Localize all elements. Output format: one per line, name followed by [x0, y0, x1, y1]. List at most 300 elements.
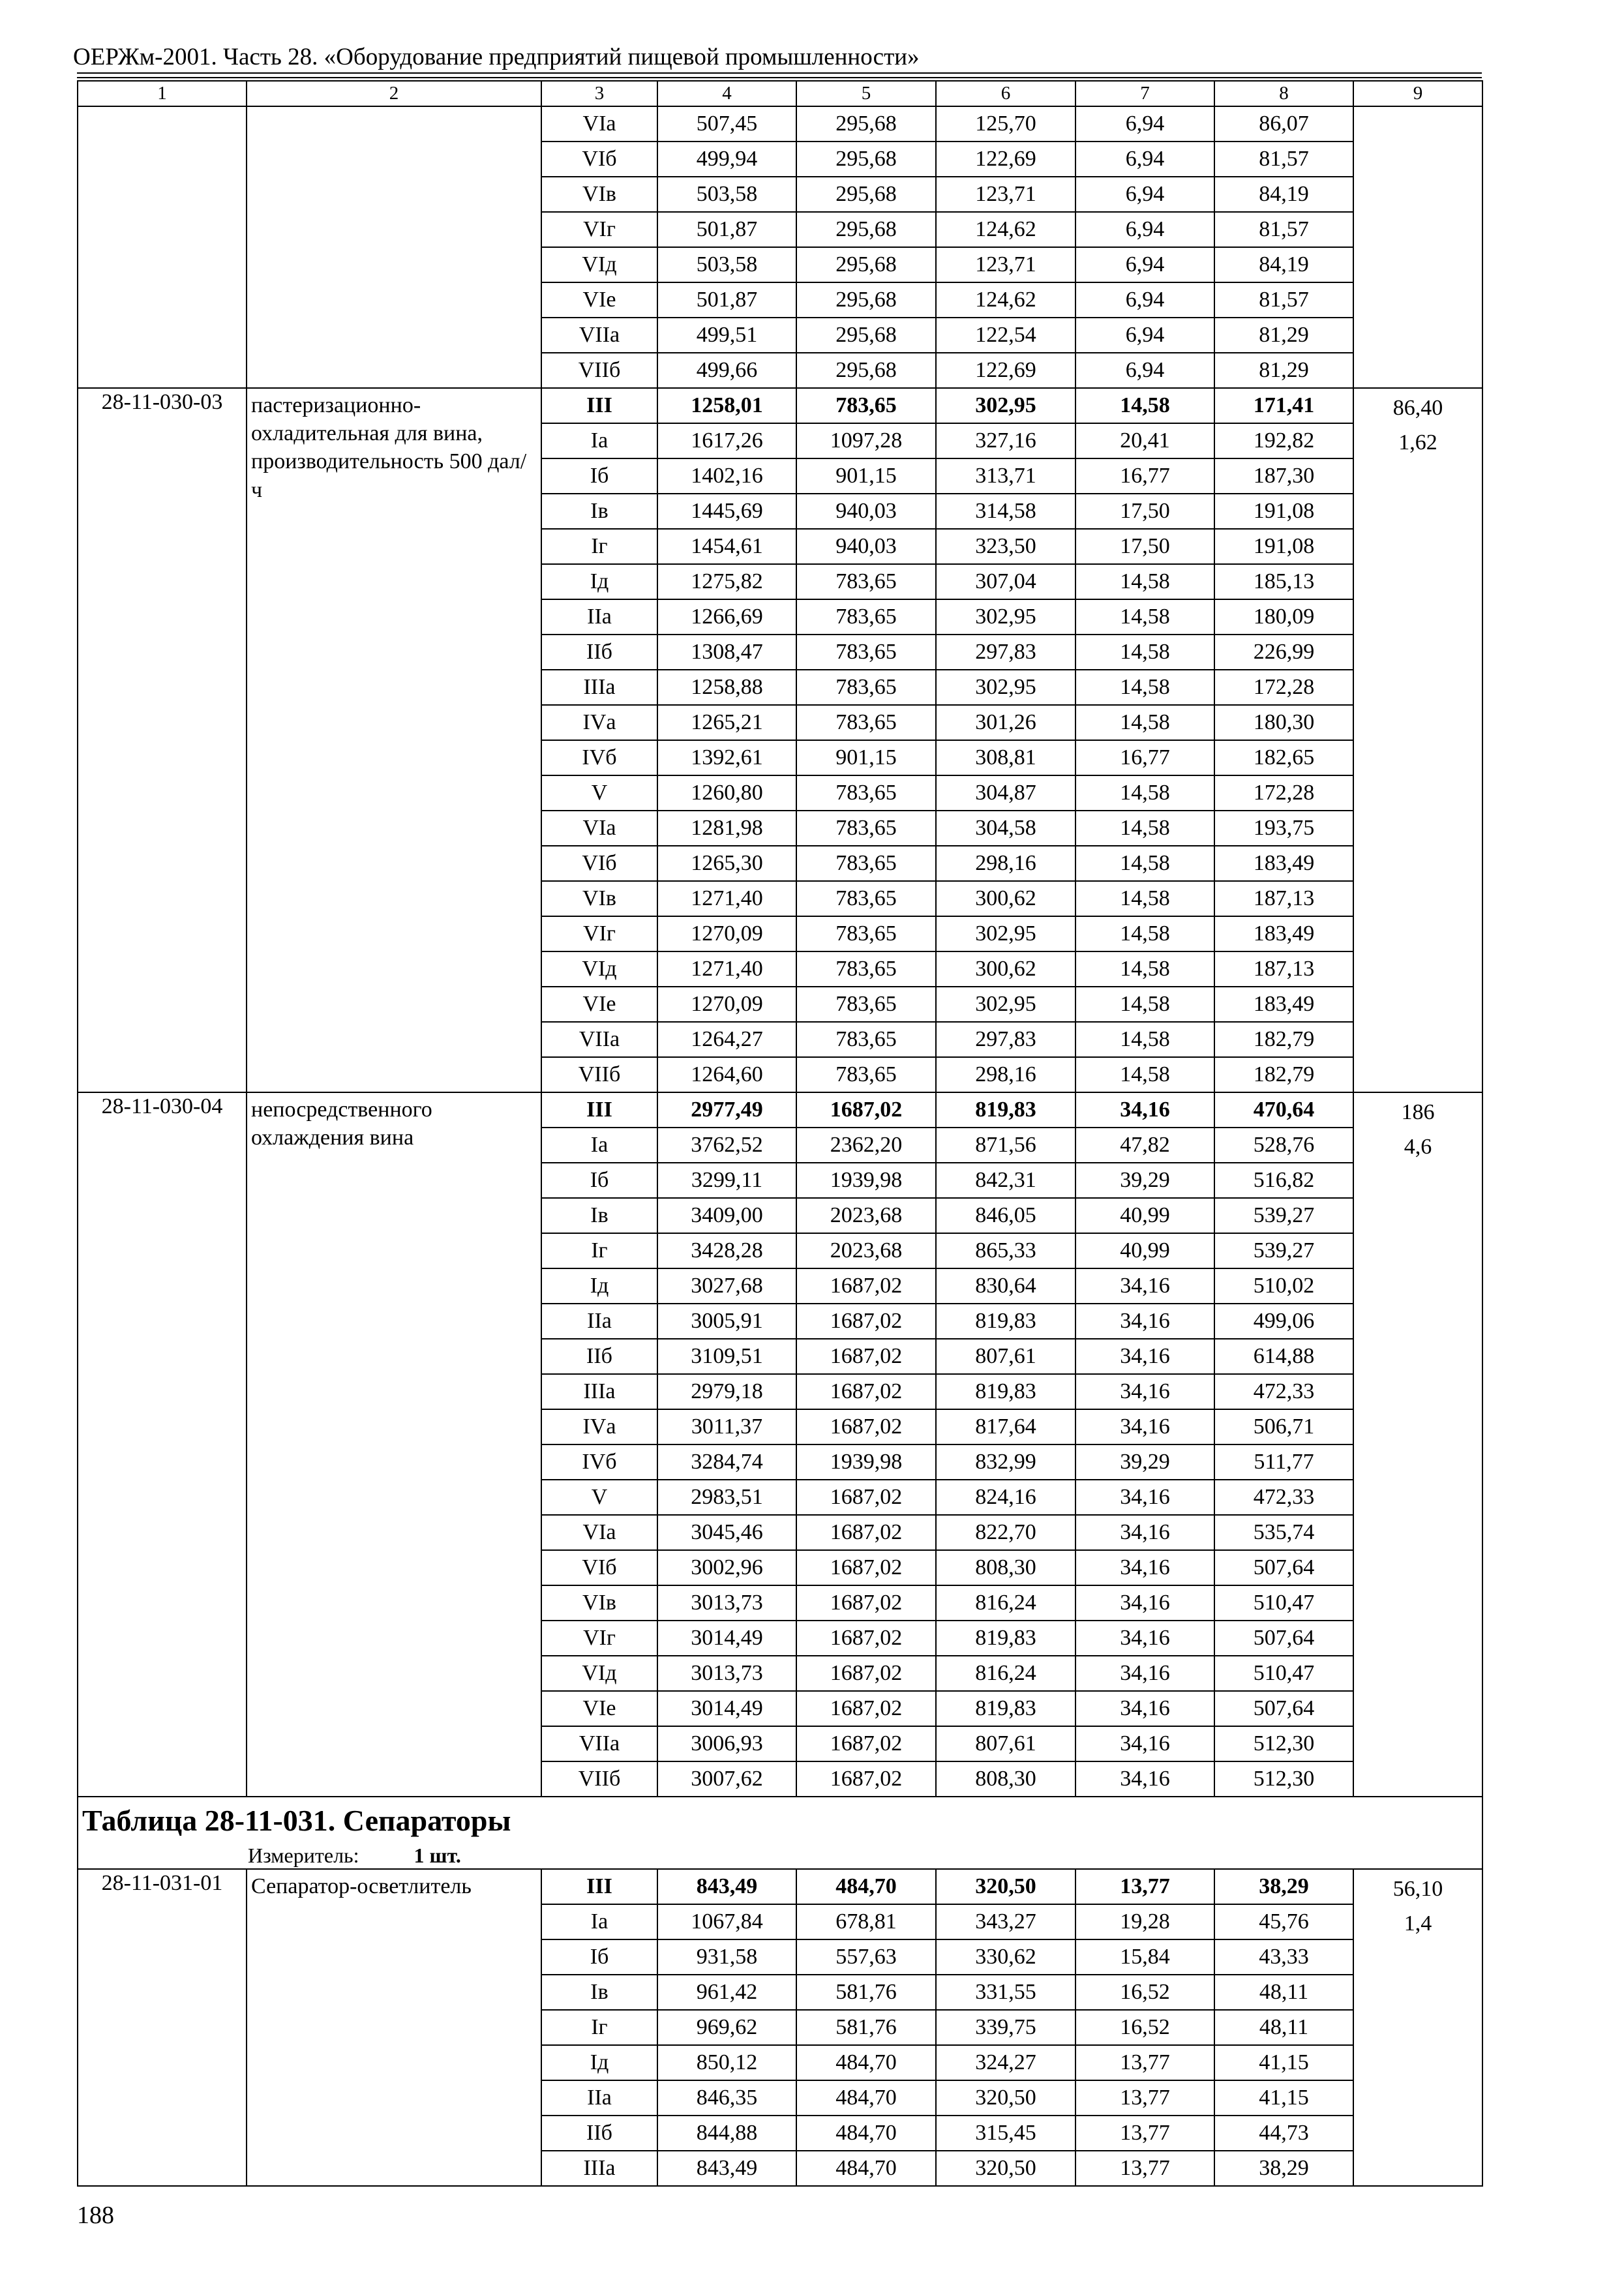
value-cell: 304,87 — [936, 775, 1075, 811]
region-code: Iд — [541, 1268, 657, 1304]
value-cell: 865,33 — [936, 1233, 1075, 1268]
value-cell: 484,70 — [796, 2080, 936, 2116]
value-cell: 1266,69 — [657, 599, 796, 635]
value-cell: 34,16 — [1075, 1515, 1214, 1550]
value-cell: 581,76 — [796, 2010, 936, 2045]
section-measure — [82, 1845, 1478, 1866]
value-cell: 187,30 — [1214, 458, 1353, 494]
value-cell: 832,99 — [936, 1444, 1075, 1480]
value-cell: 507,64 — [1214, 1550, 1353, 1585]
value-cell: 528,76 — [1214, 1128, 1353, 1163]
value-cell: 1265,21 — [657, 705, 796, 740]
value-cell: 808,30 — [936, 1550, 1075, 1585]
region-code: Iб — [541, 1163, 657, 1198]
value-cell: 295,68 — [796, 318, 936, 353]
value-cell: 470,64 — [1214, 1092, 1353, 1128]
value-cell: 819,83 — [936, 1304, 1075, 1339]
region-code: Iг — [541, 1233, 657, 1268]
value-cell: 297,83 — [936, 1022, 1075, 1057]
equipment-name: непосредственного охлаждения вина — [247, 1092, 541, 1797]
value-cell: 511,77 — [1214, 1444, 1353, 1480]
extra-value: 1,62 — [1398, 430, 1437, 455]
value-cell: 302,95 — [936, 388, 1075, 423]
region-code: VIе — [541, 987, 657, 1022]
value-cell: 581,76 — [796, 1975, 936, 2010]
value-cell: 969,62 — [657, 2010, 796, 2045]
header-rule — [77, 77, 1482, 78]
rate-code: 28-11-030-03 — [78, 388, 247, 1092]
value-cell: 43,33 — [1214, 1939, 1353, 1975]
value-cell: 41,15 — [1214, 2080, 1353, 2116]
region-code: Iв — [541, 1198, 657, 1233]
value-cell: 807,61 — [936, 1339, 1075, 1374]
value-cell: 6,94 — [1075, 353, 1214, 388]
value-cell: 2979,18 — [657, 1374, 796, 1409]
value-cell: 1445,69 — [657, 494, 796, 529]
value-cell: 503,58 — [657, 177, 796, 212]
value-cell: 13,77 — [1075, 2151, 1214, 2186]
extra-value: 1,4 — [1404, 1911, 1432, 1936]
value-cell: 16,52 — [1075, 2010, 1214, 2045]
value-cell: 2977,49 — [657, 1092, 796, 1128]
value-cell: 484,70 — [796, 2116, 936, 2151]
value-cell: 1939,98 — [796, 1444, 936, 1480]
value-cell: 14,58 — [1075, 881, 1214, 916]
value-cell: 507,64 — [1214, 1621, 1353, 1656]
value-cell: 783,65 — [796, 951, 936, 987]
value-cell: 122,69 — [936, 353, 1075, 388]
section-header — [78, 1797, 1482, 1869]
value-cell: 300,62 — [936, 951, 1075, 987]
value-cell: 343,27 — [936, 1904, 1075, 1939]
value-cell: 339,75 — [936, 2010, 1075, 2045]
value-cell: 295,68 — [796, 212, 936, 247]
value-cell: 48,11 — [1214, 2010, 1353, 2045]
value-cell: 819,83 — [936, 1374, 1075, 1409]
region-code: III — [541, 1869, 657, 1904]
value-cell: 84,19 — [1214, 177, 1353, 212]
value-cell: 1939,98 — [796, 1163, 936, 1198]
region-code: Iа — [541, 1128, 657, 1163]
column-number: 3 — [541, 81, 657, 106]
region-code: Iд — [541, 2045, 657, 2080]
value-cell: 123,71 — [936, 247, 1075, 282]
value-cell: 191,08 — [1214, 529, 1353, 564]
value-cell: 320,50 — [936, 1869, 1075, 1904]
value-cell: 1097,28 — [796, 423, 936, 458]
value-cell: 45,76 — [1214, 1904, 1353, 1939]
value-cell: 20,41 — [1075, 423, 1214, 458]
region-code: VIа — [541, 1515, 657, 1550]
value-cell: 302,95 — [936, 987, 1075, 1022]
value-cell: 3762,52 — [657, 1128, 796, 1163]
region-code: VIIб — [541, 1761, 657, 1797]
value-cell: 183,49 — [1214, 846, 1353, 881]
value-cell: 13,77 — [1075, 2116, 1214, 2151]
value-cell: 824,16 — [936, 1480, 1075, 1515]
value-cell: 17,50 — [1075, 494, 1214, 529]
region-code: VIIа — [541, 1726, 657, 1761]
value-cell: 14,58 — [1075, 1057, 1214, 1092]
value-cell: 6,94 — [1075, 212, 1214, 247]
value-cell: 1402,16 — [657, 458, 796, 494]
value-cell: 3409,00 — [657, 1198, 796, 1233]
value-cell: 1687,02 — [796, 1339, 936, 1374]
value-cell: 1687,02 — [796, 1585, 936, 1621]
column-number: 7 — [1075, 81, 1214, 106]
region-code: IVб — [541, 1444, 657, 1480]
column-number: 8 — [1214, 81, 1353, 106]
value-cell: 3007,62 — [657, 1761, 796, 1797]
region-code: IIIа — [541, 2151, 657, 2186]
value-cell: 3045,46 — [657, 1515, 796, 1550]
value-cell: 846,05 — [936, 1198, 1075, 1233]
value-cell: 512,30 — [1214, 1726, 1353, 1761]
value-cell: 1687,02 — [796, 1092, 936, 1128]
value-cell: 499,06 — [1214, 1304, 1353, 1339]
region-code: VIд — [541, 951, 657, 987]
value-cell: 844,88 — [657, 2116, 796, 2151]
value-cell: 124,62 — [936, 282, 1075, 318]
value-cell: 842,31 — [936, 1163, 1075, 1198]
value-cell: 783,65 — [796, 670, 936, 705]
value-cell: 1270,09 — [657, 916, 796, 951]
value-cell: 499,94 — [657, 142, 796, 177]
value-cell: 44,73 — [1214, 2116, 1353, 2151]
region-code: Iв — [541, 1975, 657, 2010]
value-cell: 1617,26 — [657, 423, 796, 458]
value-cell: 3027,68 — [657, 1268, 796, 1304]
value-cell: 472,33 — [1214, 1480, 1353, 1515]
value-cell: 3013,73 — [657, 1585, 796, 1621]
value-cell: 1275,82 — [657, 564, 796, 599]
value-cell: 172,28 — [1214, 775, 1353, 811]
value-cell: 512,30 — [1214, 1761, 1353, 1797]
value-cell: 304,58 — [936, 811, 1075, 846]
region-code: VIг — [541, 1621, 657, 1656]
value-cell: 313,71 — [936, 458, 1075, 494]
value-cell: 13,77 — [1075, 2045, 1214, 2080]
value-cell: 330,62 — [936, 1939, 1075, 1975]
table-row — [78, 106, 1482, 142]
value-cell: 295,68 — [796, 106, 936, 142]
region-code: VIг — [541, 916, 657, 951]
value-cell: 2023,68 — [796, 1198, 936, 1233]
value-cell: 3284,74 — [657, 1444, 796, 1480]
region-code: VIг — [541, 212, 657, 247]
value-cell: 183,49 — [1214, 916, 1353, 951]
value-cell: 507,64 — [1214, 1691, 1353, 1726]
value-cell: 125,70 — [936, 106, 1075, 142]
value-cell: 34,16 — [1075, 1339, 1214, 1374]
value-cell: 783,65 — [796, 881, 936, 916]
column-number-row — [78, 81, 1482, 106]
value-cell: 1264,27 — [657, 1022, 796, 1057]
value-cell: 122,54 — [936, 318, 1075, 353]
value-cell: 14,58 — [1075, 846, 1214, 881]
value-cell: 1454,61 — [657, 529, 796, 564]
value-cell: 940,03 — [796, 494, 936, 529]
value-cell: 3002,96 — [657, 1550, 796, 1585]
value-cell: 807,61 — [936, 1726, 1075, 1761]
value-cell: 1281,98 — [657, 811, 796, 846]
value-cell: 123,71 — [936, 177, 1075, 212]
value-cell: 501,87 — [657, 282, 796, 318]
section-header-row — [78, 1797, 1482, 1869]
table-row — [78, 1092, 1482, 1128]
region-code: IVа — [541, 705, 657, 740]
value-cell: 808,30 — [936, 1761, 1075, 1797]
value-cell: 13,77 — [1075, 1869, 1214, 1904]
value-cell: 503,58 — [657, 247, 796, 282]
value-cell: 819,83 — [936, 1691, 1075, 1726]
value-cell: 315,45 — [936, 2116, 1075, 2151]
value-cell: 122,69 — [936, 142, 1075, 177]
value-cell: 539,27 — [1214, 1233, 1353, 1268]
value-cell: 34,16 — [1075, 1691, 1214, 1726]
region-code: IIIа — [541, 670, 657, 705]
value-cell: 1271,40 — [657, 951, 796, 987]
value-cell: 14,58 — [1075, 670, 1214, 705]
value-cell: 516,82 — [1214, 1163, 1353, 1198]
value-cell: 295,68 — [796, 142, 936, 177]
value-cell: 16,52 — [1075, 1975, 1214, 2010]
value-cell: 14,58 — [1075, 635, 1214, 670]
value-cell: 320,50 — [936, 2080, 1075, 2116]
value-cell: 14,58 — [1075, 811, 1214, 846]
extra-values — [1353, 388, 1482, 1092]
value-cell: 871,56 — [936, 1128, 1075, 1163]
region-code: Iд — [541, 564, 657, 599]
value-cell: 14,58 — [1075, 564, 1214, 599]
value-cell: 185,13 — [1214, 564, 1353, 599]
region-code: VIб — [541, 846, 657, 881]
value-cell: 901,15 — [796, 740, 936, 775]
page-number: 188 — [77, 2202, 114, 2229]
rate-code — [78, 106, 247, 388]
region-code: IIIа — [541, 1374, 657, 1409]
value-cell: 13,77 — [1075, 2080, 1214, 2116]
value-cell: 327,16 — [936, 423, 1075, 458]
value-cell: 192,82 — [1214, 423, 1353, 458]
extra-value: 186 — [1401, 1100, 1435, 1124]
value-cell: 961,42 — [657, 1975, 796, 2010]
region-code: VIв — [541, 881, 657, 916]
value-cell: 940,03 — [796, 529, 936, 564]
value-cell: 81,57 — [1214, 282, 1353, 318]
value-cell: 557,63 — [796, 1939, 936, 1975]
value-cell: 678,81 — [796, 1904, 936, 1939]
value-cell: 16,77 — [1075, 740, 1214, 775]
value-cell: 193,75 — [1214, 811, 1353, 846]
value-cell: 34,16 — [1075, 1304, 1214, 1339]
value-cell: 539,27 — [1214, 1198, 1353, 1233]
region-code: IIа — [541, 2080, 657, 2116]
value-cell: 484,70 — [796, 2151, 936, 2186]
value-cell: 901,15 — [796, 458, 936, 494]
region-code: VIд — [541, 1656, 657, 1691]
value-cell: 124,62 — [936, 212, 1075, 247]
column-number: 6 — [936, 81, 1075, 106]
region-code: IIа — [541, 599, 657, 635]
value-cell: 1308,47 — [657, 635, 796, 670]
value-cell: 1271,40 — [657, 881, 796, 916]
region-code: VIб — [541, 1550, 657, 1585]
value-cell: 14,58 — [1075, 987, 1214, 1022]
extra-values — [1353, 1092, 1482, 1797]
value-cell: 3014,49 — [657, 1621, 796, 1656]
value-cell: 14,58 — [1075, 916, 1214, 951]
value-cell: 41,15 — [1214, 2045, 1353, 2080]
value-cell: 1264,60 — [657, 1057, 796, 1092]
value-cell: 34,16 — [1075, 1585, 1214, 1621]
value-cell: 314,58 — [936, 494, 1075, 529]
value-cell: 14,58 — [1075, 599, 1214, 635]
value-cell: 302,95 — [936, 599, 1075, 635]
value-cell: 302,95 — [936, 916, 1075, 951]
region-code: IIб — [541, 2116, 657, 2151]
region-code: Iг — [541, 2010, 657, 2045]
value-cell: 1687,02 — [796, 1761, 936, 1797]
value-cell: 300,62 — [936, 881, 1075, 916]
value-cell: 819,83 — [936, 1092, 1075, 1128]
value-cell: 295,68 — [796, 353, 936, 388]
value-cell: 783,65 — [796, 846, 936, 881]
value-cell: 191,08 — [1214, 494, 1353, 529]
value-cell: 182,79 — [1214, 1057, 1353, 1092]
value-cell: 1270,09 — [657, 987, 796, 1022]
value-cell: 510,47 — [1214, 1656, 1353, 1691]
value-cell: 14,58 — [1075, 388, 1214, 423]
value-cell: 817,64 — [936, 1409, 1075, 1444]
value-cell: 38,29 — [1214, 2151, 1353, 2186]
value-cell: 6,94 — [1075, 106, 1214, 142]
value-cell: 1258,01 — [657, 388, 796, 423]
value-cell: 1687,02 — [796, 1409, 936, 1444]
measure-value: 1 шт. — [414, 1843, 461, 1867]
header-rule — [77, 72, 1482, 74]
value-cell: 308,81 — [936, 740, 1075, 775]
value-cell: 295,68 — [796, 282, 936, 318]
value-cell: 301,26 — [936, 705, 1075, 740]
rate-code: 28-11-030-04 — [78, 1092, 247, 1797]
region-code: Iг — [541, 529, 657, 564]
value-cell: 783,65 — [796, 987, 936, 1022]
value-cell: 16,77 — [1075, 458, 1214, 494]
value-cell: 783,65 — [796, 1057, 936, 1092]
value-cell: 39,29 — [1075, 1444, 1214, 1480]
value-cell: 180,30 — [1214, 705, 1353, 740]
region-code: Iа — [541, 1904, 657, 1939]
value-cell: 1392,61 — [657, 740, 796, 775]
value-cell: 6,94 — [1075, 318, 1214, 353]
value-cell: 47,82 — [1075, 1128, 1214, 1163]
region-code: IIа — [541, 1304, 657, 1339]
region-code: VIе — [541, 282, 657, 318]
column-number: 5 — [796, 81, 936, 106]
value-cell: 295,68 — [796, 247, 936, 282]
value-cell: 3006,93 — [657, 1726, 796, 1761]
value-cell: 822,70 — [936, 1515, 1075, 1550]
value-cell: 171,41 — [1214, 388, 1353, 423]
region-code: IVа — [541, 1409, 657, 1444]
value-cell: 846,35 — [657, 2080, 796, 2116]
value-cell: 14,58 — [1075, 705, 1214, 740]
value-cell: 81,57 — [1214, 212, 1353, 247]
value-cell: 17,50 — [1075, 529, 1214, 564]
value-cell: 298,16 — [936, 846, 1075, 881]
region-code: V — [541, 775, 657, 811]
region-code: IVб — [541, 740, 657, 775]
value-cell: 819,83 — [936, 1621, 1075, 1656]
value-cell: 3109,51 — [657, 1339, 796, 1374]
region-code: VIа — [541, 106, 657, 142]
region-code: IIб — [541, 635, 657, 670]
value-cell: 3011,37 — [657, 1409, 796, 1444]
value-cell: 38,29 — [1214, 1869, 1353, 1904]
value-cell: 81,57 — [1214, 142, 1353, 177]
value-cell: 1687,02 — [796, 1621, 936, 1656]
value-cell: 19,28 — [1075, 1904, 1214, 1939]
region-code: VIе — [541, 1691, 657, 1726]
value-cell: 34,16 — [1075, 1268, 1214, 1304]
section-title: Таблица 28-11-031. Сепараторы — [82, 1804, 511, 1837]
value-cell: 783,65 — [796, 775, 936, 811]
table-row — [78, 1869, 1482, 1904]
value-cell: 14,58 — [1075, 951, 1214, 987]
value-cell: 931,58 — [657, 1939, 796, 1975]
value-cell: 783,65 — [796, 388, 936, 423]
value-cell: 3005,91 — [657, 1304, 796, 1339]
region-code: III — [541, 1092, 657, 1128]
rates-table — [77, 80, 1483, 2187]
value-cell: 295,68 — [796, 177, 936, 212]
value-cell: 34,16 — [1075, 1092, 1214, 1128]
value-cell: 39,29 — [1075, 1163, 1214, 1198]
value-cell: 1067,84 — [657, 1904, 796, 1939]
value-cell: 84,19 — [1214, 247, 1353, 282]
value-cell: 15,84 — [1075, 1939, 1214, 1975]
value-cell: 1687,02 — [796, 1268, 936, 1304]
value-cell: 6,94 — [1075, 142, 1214, 177]
value-cell: 182,65 — [1214, 740, 1353, 775]
value-cell: 302,95 — [936, 670, 1075, 705]
value-cell: 34,16 — [1075, 1621, 1214, 1656]
region-code: III — [541, 388, 657, 423]
value-cell: 614,88 — [1214, 1339, 1353, 1374]
value-cell: 40,99 — [1075, 1233, 1214, 1268]
region-code: Iб — [541, 458, 657, 494]
value-cell: 34,16 — [1075, 1550, 1214, 1585]
value-cell: 40,99 — [1075, 1198, 1214, 1233]
value-cell: 34,16 — [1075, 1726, 1214, 1761]
value-cell: 783,65 — [796, 705, 936, 740]
value-cell: 2023,68 — [796, 1233, 936, 1268]
value-cell: 1687,02 — [796, 1515, 936, 1550]
value-cell: 320,50 — [936, 2151, 1075, 2186]
measure-label: Измеритель: — [248, 1843, 359, 1867]
value-cell: 850,12 — [657, 2045, 796, 2080]
value-cell: 843,49 — [657, 2151, 796, 2186]
region-code: VIв — [541, 177, 657, 212]
extra-values — [1353, 106, 1482, 388]
page-header-title: ОЕРЖм-2001. Часть 28. «Оборудование предприятий пищевой промышленности» — [73, 44, 920, 70]
value-cell: 183,49 — [1214, 987, 1353, 1022]
value-cell: 86,07 — [1214, 106, 1353, 142]
region-code: VIа — [541, 811, 657, 846]
value-cell: 1260,80 — [657, 775, 796, 811]
value-cell: 783,65 — [796, 564, 936, 599]
